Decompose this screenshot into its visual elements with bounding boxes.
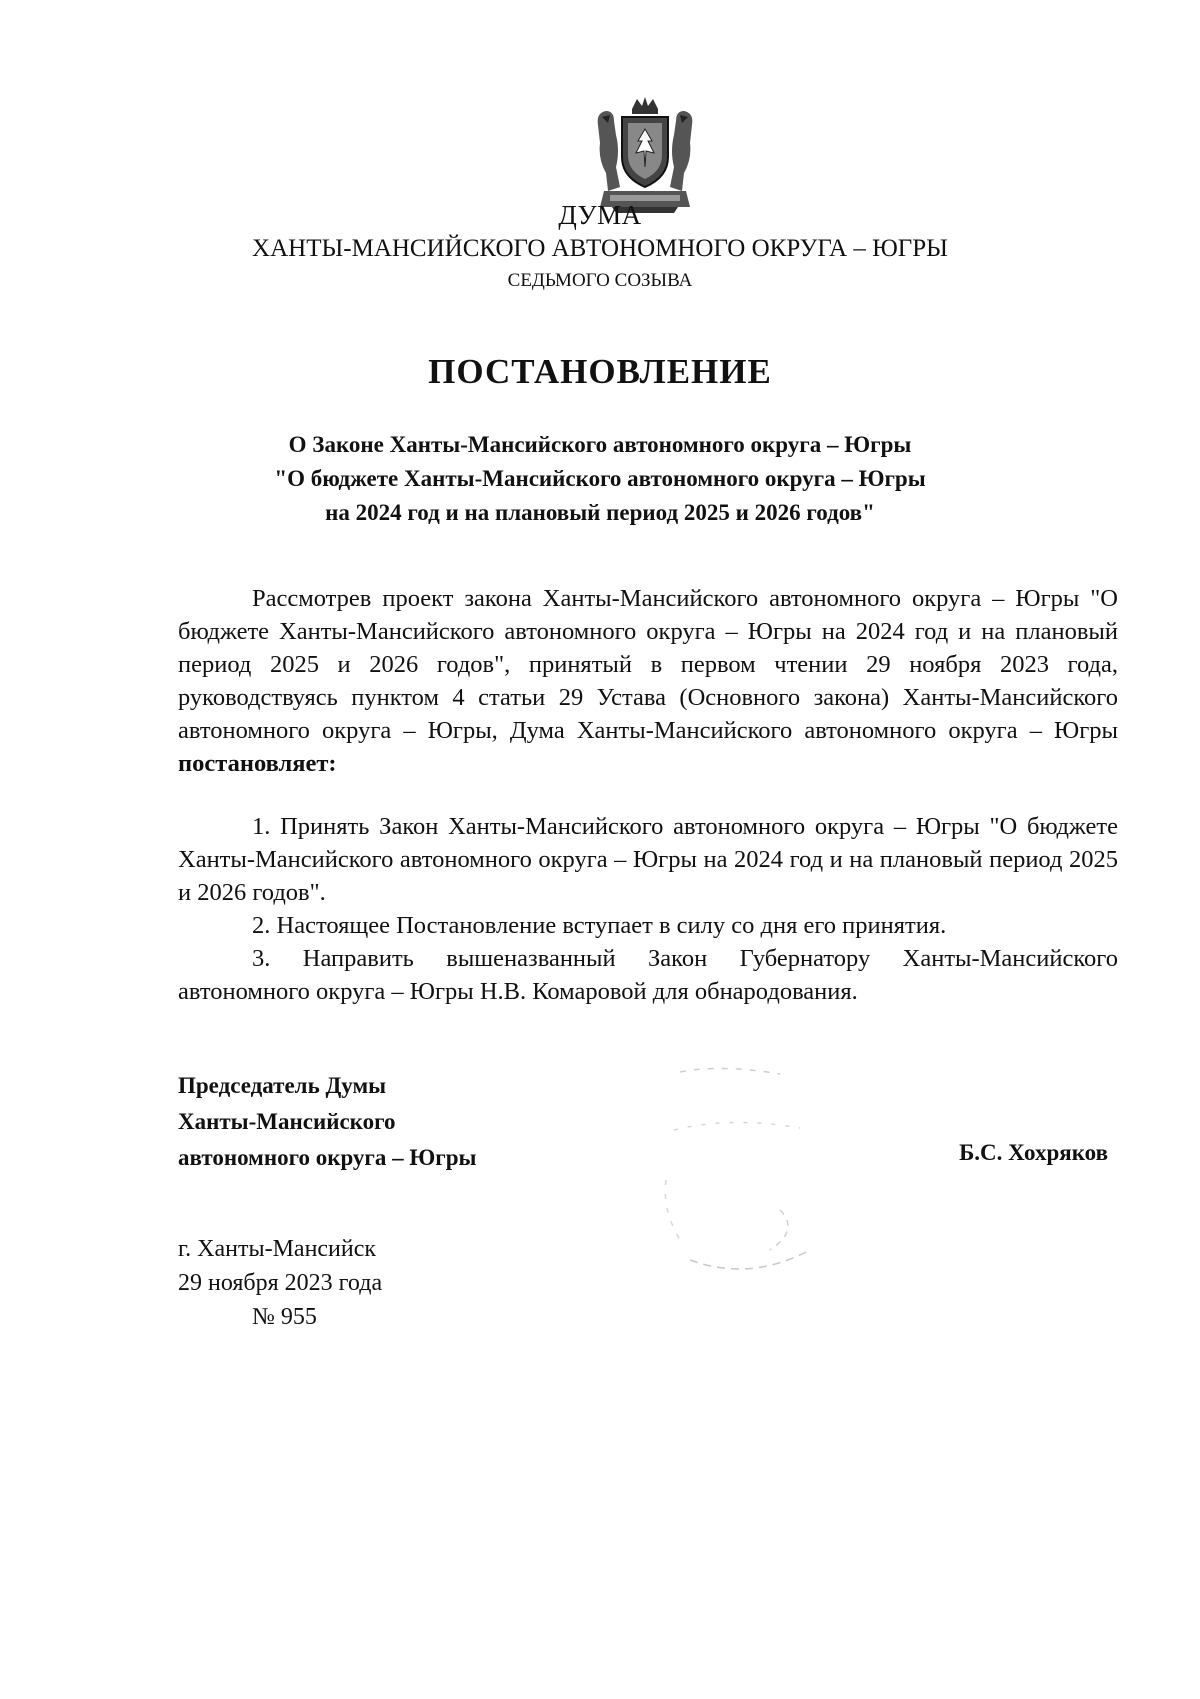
- signer-title-line: автономного округа – Югры: [178, 1145, 477, 1170]
- signer-title: [178, 1068, 476, 1176]
- convocation: СЕДЬМОГО СОЗЫВА: [507, 270, 693, 291]
- signer-title-line: Председатель Думы: [178, 1073, 387, 1098]
- subject-line: О Законе Ханты-Мансийского автономного округа – Югры: [288, 432, 912, 457]
- document-number: № 955: [252, 1304, 317, 1330]
- resolution-item: 1. Принять Закон Ханты-Мансийского автономного округа – Югры "О бюджете Ханты-Мансийского автономного округа – Югры на 2024 год и на плановый период 2025 и 2026 годов".: [178, 813, 1118, 906]
- coat-of-arms-emblem: [590, 95, 700, 215]
- document-date: 29 ноября 2023 года: [178, 1270, 383, 1296]
- subject-line: "О бюджете Ханты-Мансийского автономного округа – Югры: [274, 466, 926, 491]
- signer-title-line: Ханты-Мансийского: [178, 1109, 396, 1134]
- resolution-keyword: постановляет:: [178, 750, 337, 777]
- signer-name: Б.С. Хохряков: [959, 1140, 1108, 1165]
- intro-paragraph: [178, 582, 1118, 780]
- resolution-item: 3. Направить вышеназванный Закон Губернатору Ханты-Мансийского автономного округа – Югры Н.В. Комаровой для обнародования.: [178, 945, 1118, 1005]
- resolution-items: [178, 810, 1118, 1008]
- document-footer: [178, 1232, 382, 1334]
- org-name: ДУМА: [558, 200, 642, 230]
- resolution-item: 2. Настоящее Постановление вступает в силу со дня его принятия.: [252, 912, 947, 939]
- faint-seal-stamp: [660, 1060, 830, 1290]
- document-type-title: ПОСТАНОВЛЕНИЕ: [428, 352, 772, 391]
- region-name: ХАНТЫ-МАНСИЙСКОГО АВТОНОМНОГО ОКРУГА – ЮГРЫ: [252, 235, 948, 262]
- place: г. Ханты-Мансийск: [178, 1236, 377, 1262]
- subject-line: на 2024 год и на плановый период 2025 и 2026 годов": [325, 500, 875, 525]
- document-subject: [0, 428, 1200, 530]
- intro-text: Рассмотрев проект закона Ханты-Мансийского автономного округа – Югры "О бюджете Ханты-Мансийского автономного округа – Югры на 2024 год и на плановый период 2025 и 2026 годов", принятый в первом чтении 29 ноября 2023 года, руководствуясь пунктом 4 статьи 29 Устава (Основного закона) Ханты-Мансийского автономного округа – Югры, Дума Ханты-Мансийского автономного округа – Югры: [178, 585, 1118, 744]
